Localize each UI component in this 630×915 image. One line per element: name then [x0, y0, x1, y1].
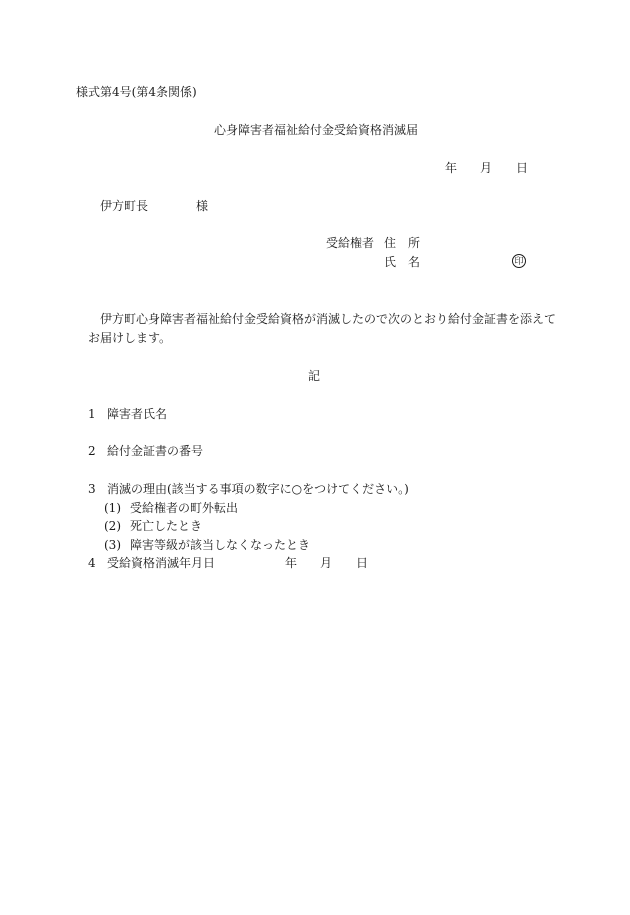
- applicant-role: 受給権者: [326, 236, 375, 250]
- body-line-1: 伊方町心身障害者福祉給付金受給資格が消滅したので次のとおり給付金証書を添えて: [100, 312, 557, 326]
- addressee-name: 伊方町長: [100, 199, 149, 213]
- addressee-honorific: 様: [196, 199, 209, 213]
- reason-2-number: (2): [104, 519, 121, 533]
- reason-2-label: 死亡したとき: [130, 519, 203, 533]
- body-line-2: お届けします。: [88, 331, 172, 345]
- reason-1-number: (1): [104, 501, 121, 515]
- item-2-number: 2: [88, 444, 96, 458]
- date-month-label: 月: [480, 161, 493, 175]
- reason-3-label: 障害等級が該当しなくなったとき: [130, 538, 311, 552]
- ki-heading: 記: [308, 369, 321, 383]
- item-4-year-label: 年: [285, 556, 298, 570]
- item-3-label: 消滅の理由(該当する事項の数字に○をつけてください。): [107, 482, 409, 496]
- item-1-number: 1: [88, 407, 96, 421]
- document-title: 心身障害者福祉給付金受給資格消滅届: [214, 123, 419, 137]
- item-1-label: 障害者氏名: [107, 407, 168, 421]
- applicant-name-label: 氏 名: [384, 255, 421, 269]
- item-2-label: 給付金証書の番号: [107, 444, 204, 458]
- applicant-address-label: 住 所: [384, 236, 421, 250]
- item-4-label: 受給資格消滅年月日: [107, 556, 216, 570]
- date-year-label: 年: [445, 161, 458, 175]
- reason-3-number: (3): [104, 538, 121, 552]
- item-4-day-label: 日: [356, 556, 369, 570]
- item-4-number: 4: [88, 556, 96, 570]
- item-4-month-label: 月: [320, 556, 333, 570]
- date-day-label: 日: [516, 161, 529, 175]
- form-number: 様式第4号(第4条関係): [76, 85, 197, 99]
- seal-mark: 印: [512, 254, 526, 268]
- item-3-number: 3: [88, 482, 96, 496]
- reason-1-label: 受給権者の町外転出: [130, 501, 239, 515]
